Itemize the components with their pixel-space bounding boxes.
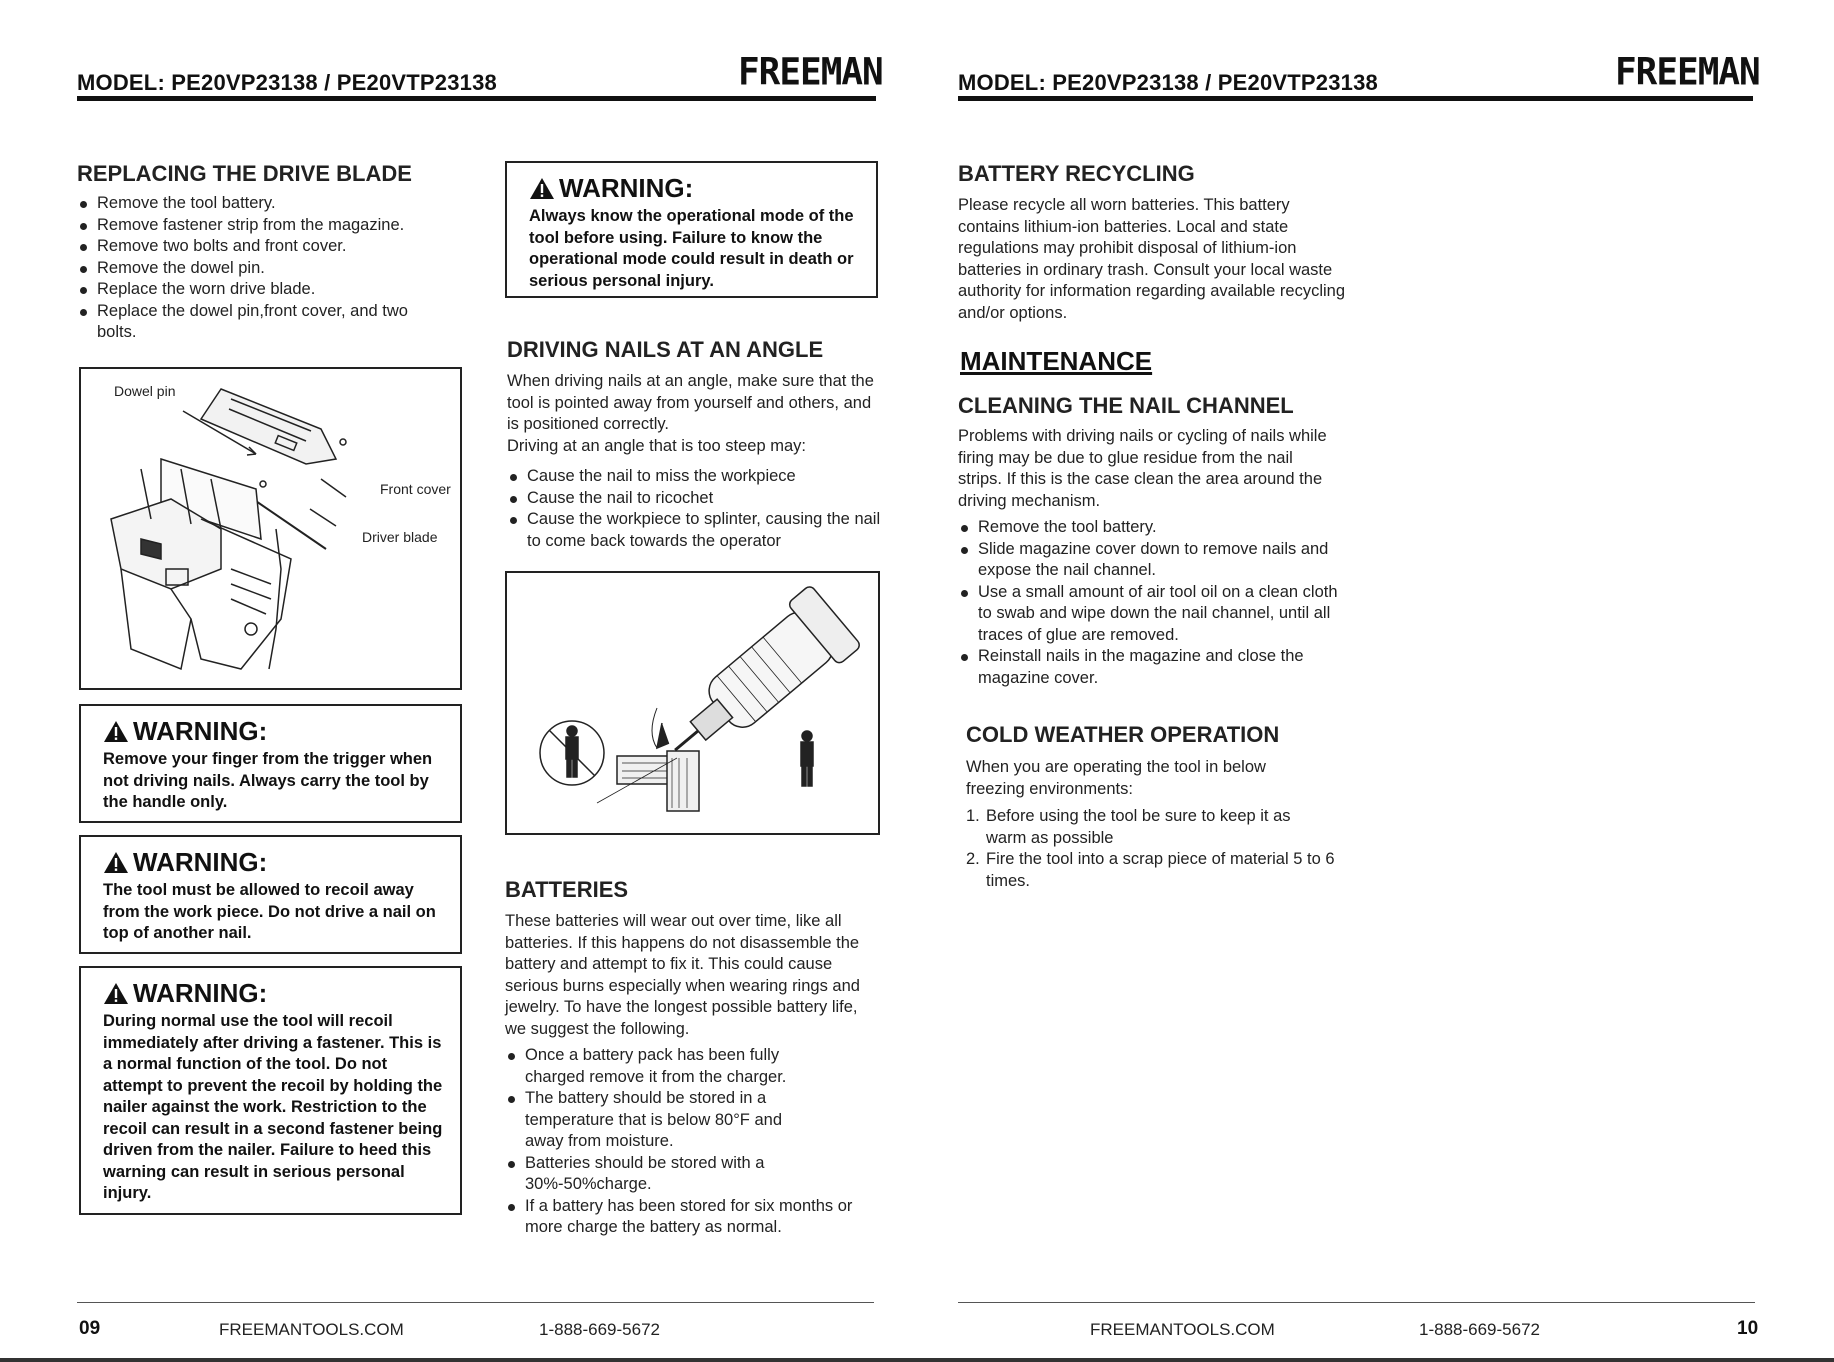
footer-website: FREEMANTOOLS.COM	[1090, 1320, 1275, 1339]
warning-title: WARNING:	[103, 716, 267, 747]
list-item: Reinstall nails in the magazine and close the magazine cover.	[958, 646, 1348, 689]
warning-title: WARNING:	[103, 847, 267, 878]
footer-rule	[958, 1302, 1755, 1303]
batteries-tips	[505, 1045, 875, 1239]
freeman-logo: FREEMAN	[1615, 50, 1760, 95]
page-number: 10	[1737, 1318, 1759, 1339]
freeman-logo: FREEMAN	[738, 50, 883, 95]
recycling-heading: BATTERY RECYCLING	[958, 161, 1195, 186]
warning-text: The tool must be allowed to recoil away from the work piece. Do not drive a nail on top of another nail.	[103, 881, 436, 942]
list-item: Replace the worn drive blade.	[77, 279, 467, 301]
list-item: The battery should be stored in a temperature that is below 80°F and away from moisture.	[505, 1088, 825, 1153]
warning-box-normal-use	[79, 966, 462, 1215]
batteries-heading: BATTERIES	[505, 877, 629, 902]
scan-edge	[0, 1358, 1834, 1362]
cleaning-heading: CLEANING THE NAIL CHANNEL	[958, 393, 1294, 418]
footer-website: FREEMANTOOLS.COM	[219, 1320, 404, 1339]
list-item: Cause the nail to ricochet	[507, 488, 892, 510]
warning-box-operational-mode	[505, 161, 878, 298]
warning-box-recoil	[79, 835, 462, 954]
model-header: MODEL: PE20VP23138 / PE20VTP23138	[958, 70, 1378, 95]
angle-figure	[505, 571, 880, 835]
list-item: Remove fastener strip from the magazine.	[77, 215, 467, 237]
angle-heading: DRIVING NAILS AT AN ANGLE	[507, 337, 824, 362]
cold-heading: COLD WEATHER OPERATION	[966, 722, 1280, 747]
list-item: Remove the tool battery.	[77, 193, 467, 215]
list-item: Remove two bolts and front cover.	[77, 236, 467, 258]
cold-steps	[966, 806, 1346, 892]
footer-rule	[77, 1302, 874, 1303]
label-driver-blade: Driver blade	[362, 529, 438, 545]
maintenance-title: MAINTENANCE	[960, 346, 1153, 376]
header-rule	[958, 96, 1753, 101]
cleaning-steps	[958, 517, 1338, 689]
label-dowel-pin: Dowel pin	[114, 383, 176, 399]
list-item: If a battery has been stored for six months or more charge the battery as normal.	[505, 1196, 875, 1239]
warning-text: During normal use the tool will recoil immediately after driving a fastener. This is a normal function of the tool. Do not attempt to prevent the recoil by holding the nailer against the work. Restriction to the recoil can result in a second fastener being driven from the nailer. Failure to heed this warning can result in serious personal injury.	[103, 1012, 443, 1202]
footer-phone: 1-888-669-5672	[1419, 1320, 1540, 1339]
drive-blade-figure	[79, 367, 462, 690]
model-header: MODEL: PE20VP23138 / PE20VTP23138	[77, 70, 497, 95]
list-item: Slide magazine cover down to remove nails and expose the nail channel.	[958, 539, 1338, 582]
list-item: Once a battery pack has been fully charged remove it from the charger.	[505, 1045, 835, 1088]
warning-triangle-icon	[529, 177, 555, 200]
list-item: Use a small amount of air tool oil on a clean cloth to swab and wipe down the nail channel, until all traces of glue are removed.	[958, 582, 1338, 647]
warning-triangle-icon	[103, 982, 129, 1005]
list-item: 1. Before using the tool be sure to keep it as warm as possible	[966, 807, 1291, 847]
warning-triangle-icon	[103, 720, 129, 743]
header-rule	[77, 96, 876, 101]
list-item: 2. Fire the tool into a scrap piece of material 5 to 6 times.	[966, 850, 1335, 890]
warning-triangle-icon	[103, 851, 129, 874]
list-item: Replace the dowel pin,front cover, and two bolts.	[77, 301, 427, 344]
right-page	[917, 0, 1834, 1362]
label-front-cover: Front cover	[380, 481, 451, 497]
warning-text: Remove your finger from the trigger when not driving nails. Always carry the tool by the handle only.	[103, 750, 433, 811]
angle-intro: When driving nails at an angle, make sure that the tool is pointed away from yourself and others, and is positioned correctly.	[507, 372, 874, 433]
angle-intro-2: Driving at an angle that is too steep may:	[507, 437, 806, 455]
drive-blade-heading: REPLACING THE DRIVE BLADE	[77, 161, 412, 186]
batteries-intro: These batteries will wear out over time, like all batteries. If this happens do not disassemble the battery and attempt to fix it. This could cause serious burns especially when wearing rings and jewelry. To have the longest possible battery life, we suggest the following.	[505, 912, 860, 1038]
drive-blade-steps	[77, 193, 467, 344]
list-item: Batteries should be stored with a 30%-50%charge.	[505, 1153, 805, 1196]
list-item: Cause the workpiece to splinter, causing the nail to come back towards the operator	[507, 509, 892, 552]
footer-phone: 1-888-669-5672	[539, 1320, 660, 1339]
warning-text: Always know the operational mode of the tool before using. Failure to know the operational mode could result in death or serious personal injury.	[529, 207, 854, 290]
list-item: Remove the tool battery.	[958, 517, 1338, 539]
recycling-text: Please recycle all worn batteries. This battery contains lithium-ion batteries. Local and state regulations may prohibit disposal of lithium-ion batteries in ordinary trash. Consult your local waste authority for information regarding available recycling and/or options.	[958, 196, 1346, 322]
list-item: Remove the dowel pin.	[77, 258, 467, 280]
warning-title: WARNING:	[103, 978, 267, 1009]
warning-box-trigger	[79, 704, 462, 823]
page-number: 09	[79, 1318, 101, 1339]
angle-risks	[507, 466, 892, 552]
list-item: Cause the nail to miss the workpiece	[507, 466, 892, 488]
angle-driving-illustration	[507, 573, 878, 833]
warning-title: WARNING:	[529, 173, 693, 204]
cleaning-text: Problems with driving nails or cycling of nails while firing may be due to glue residue from the nail strips. If this is the case clean the area around the driving mechanism.	[958, 427, 1327, 510]
cold-text: When you are operating the tool in below freezing environments:	[966, 758, 1266, 798]
